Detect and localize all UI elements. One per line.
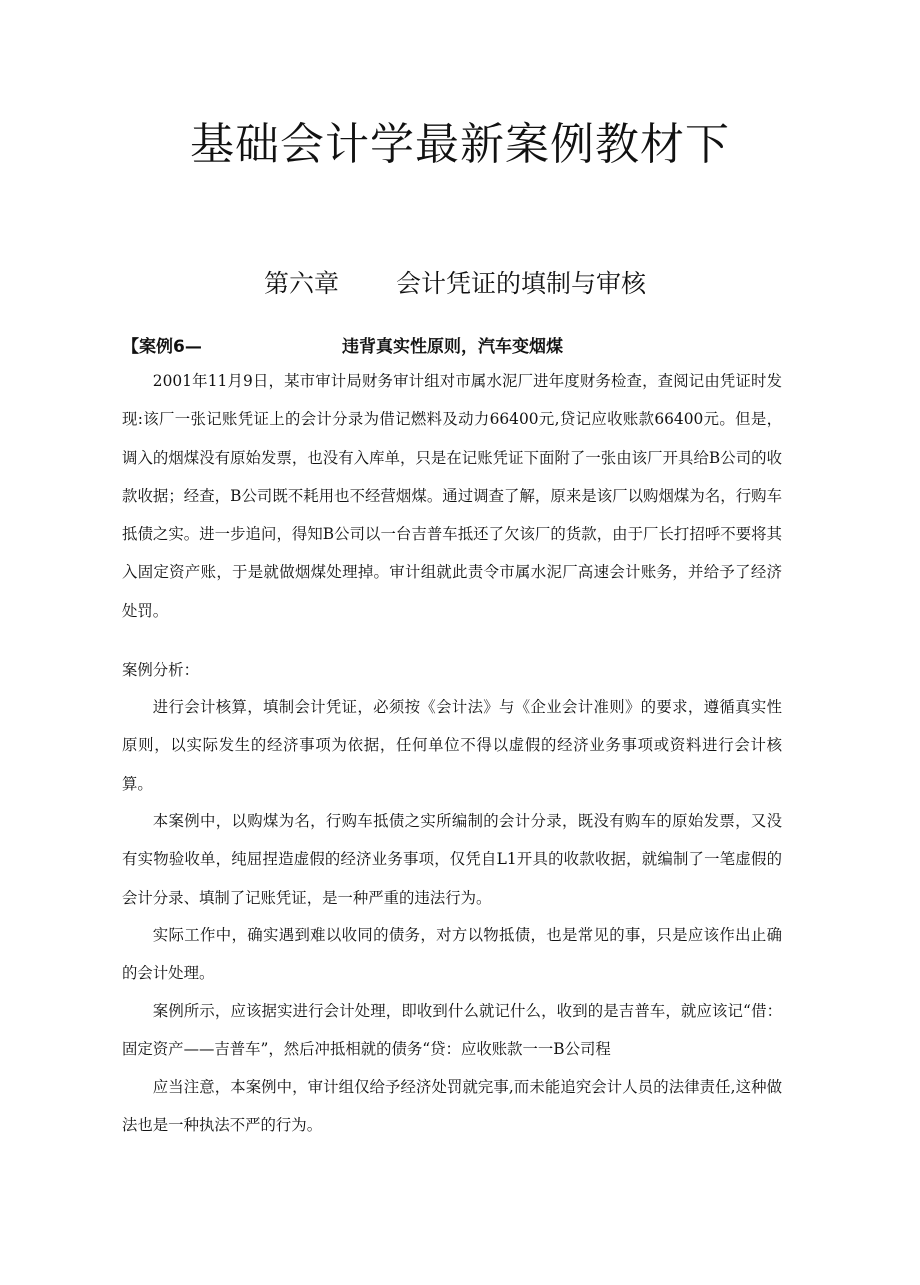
analysis-paragraph-4: 案例所示，应该据实进行会计处理，即收到什么就记什么，收到的是吉普车，就应该记“借：固定资产——吉普车”，然后冲抵相就的债务“贷：应收账款一一B公司程	[122, 1002, 782, 1059]
case-heading	[0, 332, 920, 360]
analysis-paragraph-2: 本案例中，以购煤为名，行购车抵债之实所编制的会计分录，既没有购车的原始发票，又没有实物验收单，纯屈捏造虚假的经济业务事项，仅凭自L1开具的收款收据，就编制了一笔虚假的会计分录、填制了记账凭证，是一种严重的违法行为。	[122, 812, 782, 907]
case-body-paragraph: 2001年11月9日，某市审计局财务审计组对市属水泥厂进年度财务检查，查阅记由凭证时发现:该厂一张记账凭证上的会计分录为借记燃料及动力66400元,贷记应收账款66400元。但是，调入的烟煤没有原始发票，也没有入库单，只是在记账凭证下面附了一张由该厂开具给B公司的收款收据；经查，B公司既不耗用也不经营烟煤。通过调查了解，原来是该厂以购烟煤为名，行购车抵债之实。进一步追问，得知B公司以一台吉普车抵还了欠该厂的货款，由于厂长打招呼不要将其入固定资产账，于是就做烟煤处理掉。审计组就此责令市属水泥厂高速会计账务，并给予了经济处罚。	[122, 372, 782, 620]
page-title: 基础会计学最新案例教材下	[190, 119, 730, 170]
chapter-name: 会计凭证的填制与审核	[396, 269, 647, 298]
analysis-paragraph-5: 应当注意，本案例中，审计组仅给予经济处罚就完事,而未能追究会计人员的法律责任,这种做法也是一种执法不严的行为。	[122, 1078, 782, 1135]
case-title: 违背真实性原则，汽车变烟煤	[342, 337, 563, 357]
analysis-label: 案例分析：	[122, 661, 199, 679]
analysis-paragraph-1: 进行会计核算，填制会计凭证，必须按《会计法》与《企业会计准则》的要求，遵循真实性原则，以实际发生的经济事项为依据，任何单位不得以虚假的经济业务事项或资料进行会计核算。	[122, 698, 782, 793]
chapter-heading	[0, 264, 920, 300]
chapter-number: 第六章	[264, 269, 340, 298]
case-label: 【案例6—	[122, 337, 202, 357]
analysis-paragraph-3: 实际工作中，确实遇到难以收同的债务，对方以物抵债，也是常见的事，只是应该作出止确的会计处理。	[122, 926, 782, 983]
